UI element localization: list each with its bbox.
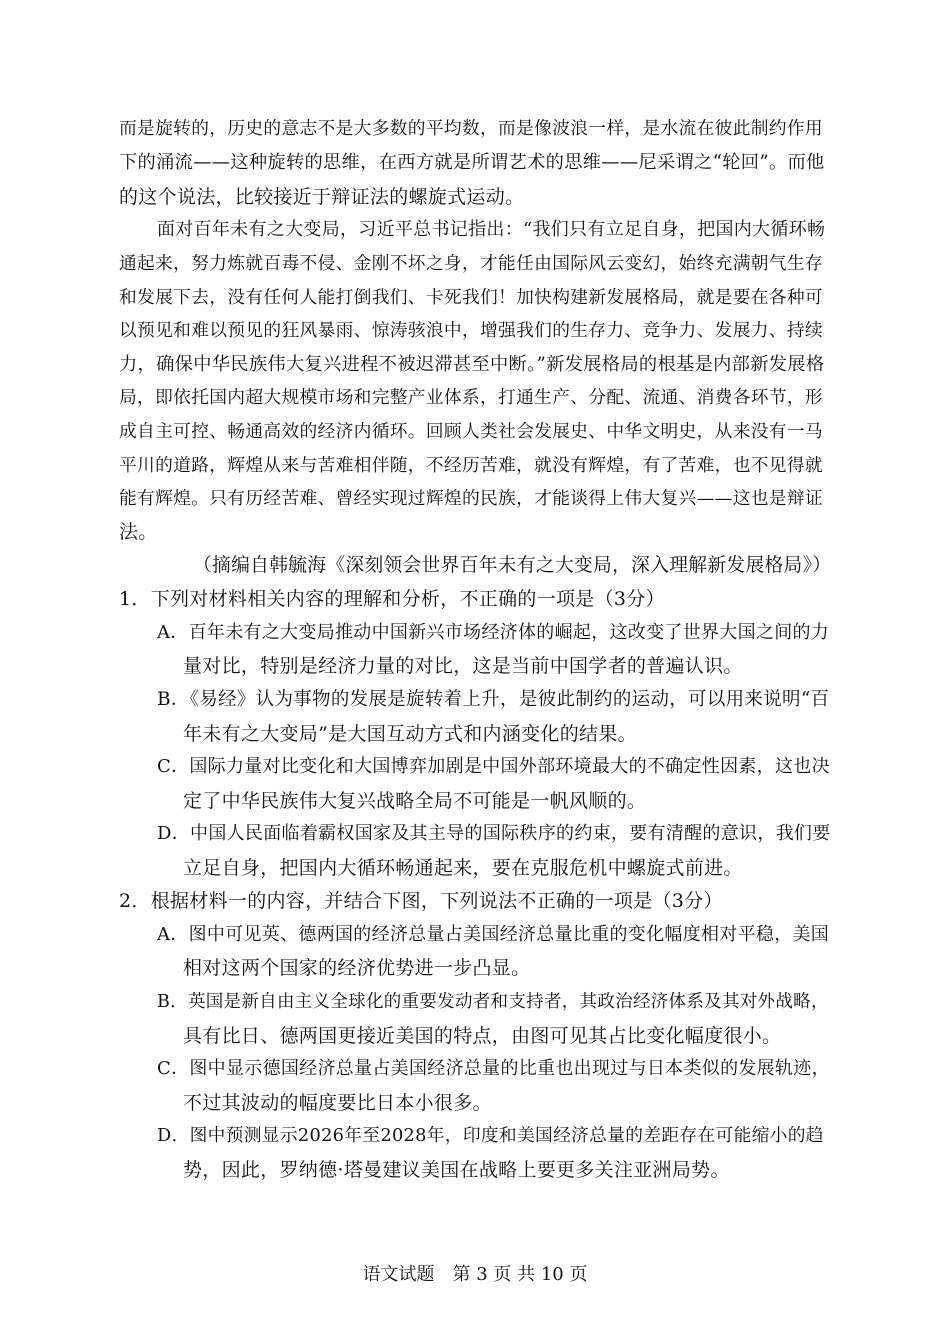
question-1-title: 1．下列对材料相关内容的理解和分析，不正确的一项是（3分） (119, 588, 665, 610)
q1-option-c-cont: 定了中华民族伟大复兴战略全局不可能是一帆风顺的。 (183, 790, 647, 812)
q1-option-c: C．国际力量对比变化和大国博弈加剧是中国外部环境最大的不确定性因素，这也决 (157, 756, 830, 777)
passage-line: 和发展下去，没有任何人能打倒我们、卡死我们！加快构建新发展格局，就是要在各种可 (119, 288, 823, 308)
question-2-title: 2．根据材料一的内容，并结合下图，下列说法不正确的一项是（3分） (119, 890, 723, 912)
q1-option-a-cont: 量对比，特别是经济力量的对比，这是当前中国学者的普遍认识。 (183, 655, 743, 677)
q2-option-a: A．图中可见英、德两国的经济总量占美国经济总量比重的变化幅度相对平稳，美国 (157, 924, 830, 945)
passage-line: 局，即依托国内超大规模市场和完整产业体系，打通生产、分配、流通、消费各环节，形 (119, 388, 823, 408)
passage-line: 法。 (119, 521, 158, 543)
q2-option-d-cont: 势，因此，罗纳德·塔曼建议美国在战略上要更多关注亚洲局势。 (183, 1159, 730, 1181)
q1-option-d-cont: 立足自身，把国内大循环畅通起来，要在克服危机中螺旋式前进。 (183, 857, 743, 879)
q2-option-c-cont: 不过其波动的幅度要比日本小很多。 (183, 1092, 492, 1114)
passage-source: （摘编自韩毓海《深刻领会世界百年未有之大变局，深入理解新发展格局》） (193, 555, 832, 576)
q2-option-b: B．英国是新自由主义全球化的重要发动者和支持者，其政治经济体系及其对外战略， (157, 992, 829, 1012)
passage-line: 能有辉煌。只有历经苦难、曾经实现过辉煌的民族，才能谈得上伟大复兴——这也是辩证 (119, 489, 823, 509)
q1-option-a: A．百年未有之大变局推动中国新兴市场经济体的崛起，这改变了世界大国之间的力 (157, 622, 830, 643)
passage-line: 面对百年未有之大变局，习近平总书记指出：“我们只有立足自身，把国内大循环畅 (157, 219, 826, 240)
passage-line: 的这个说法，比较接近于辩证法的螺旋式运动。 (119, 186, 525, 208)
passage-line: 而是旋转的，历史的意志不是大多数的平均数，而是像波浪一样，是水流在彼此制约作用 (119, 119, 823, 139)
passage-line: 成自主可控、畅通高效的经济内循环。回顾人类社会发展史、中华文明史，从来没有一马 (119, 422, 823, 442)
page-footer: 语文试题 第 3 页 共 10 页 (362, 1264, 588, 1285)
passage-line: 通起来，努力炼就百毒不侵、金刚不坏之身，才能任由国际风云变幻，始终充满朝气生存 (119, 254, 823, 274)
q1-option-d: D．中国人民面临着霸权国家及其主导的国际秩序的约束，要有清醒的意识，我们要 (157, 823, 831, 844)
q2-option-d: D．图中预测显示2026年至2028年，印度和美国经济总量的差距存在可能缩小的趋 (157, 1126, 824, 1146)
passage-line: 平川的道路，辉煌从来与苦难相伴随，不经历苦难，就没有辉煌，有了苦难，也不见得就 (119, 456, 823, 476)
q1-option-b: B．《易经》认为事物的发展是旋转着上升，是彼此制约的运动，可以用来说明“百 (157, 689, 830, 710)
q1-option-b-cont: 年未有之大变局”是大国互动方式和内涵变化的结果。 (183, 723, 637, 745)
passage-line: 以预见和难以预见的狂风暴雨、惊涛骇浪中，增强我们的生存力、竞争力、发展力、持续 (119, 321, 823, 341)
q2-option-b-cont: 具有比日、德两国更接近美国的特点，由图可见其占比变化幅度很小。 (183, 1025, 782, 1047)
q2-option-c: C．图中显示德国经济总量占美国经济总量的比重也出现过与日本类似的发展轨迹， (157, 1058, 830, 1079)
passage-line: 力，确保中华民族伟大复兴进程不被迟滞甚至中断。”新发展格局的根基是内部新发展格 (119, 354, 825, 375)
q2-option-a-cont: 相对这两个国家的经济优势进一步凸显。 (183, 957, 531, 979)
passage-line: 下的涌流——这种旋转的思维，在西方就是所谓艺术的思维——尼采谓之“轮回”。而他 (119, 152, 825, 173)
